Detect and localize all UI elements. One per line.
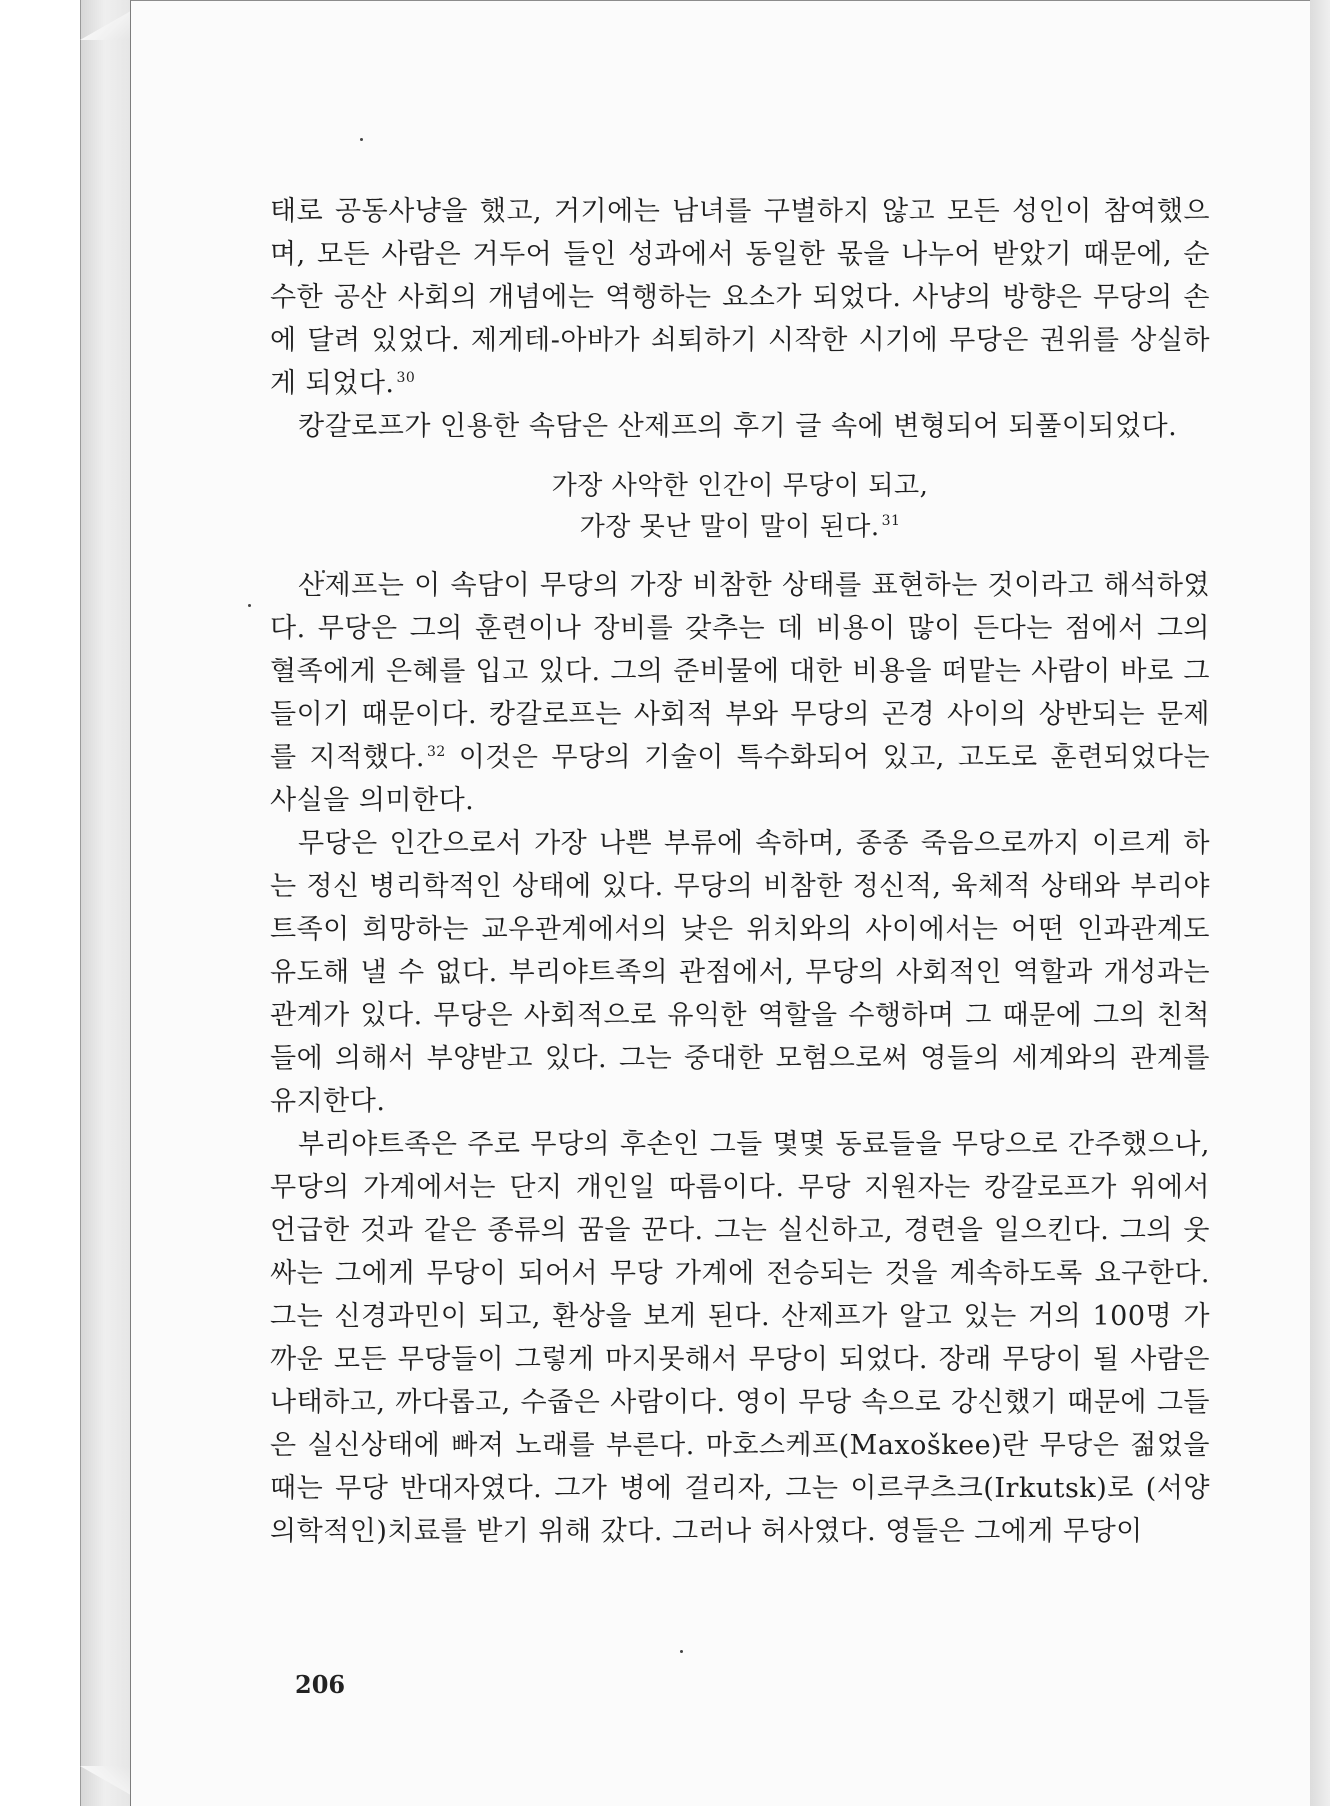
paragraph-5 [270, 1123, 1210, 1553]
paragraph-text: 부리야트족은 주로 무당의 후손인 그들 몇몇 동료들을 무당으로 간주했으나, 무당의 가계에서는 단지 개인일 따름이다. 무당 지원자는 캉갈로프가 위에서 언급한 것과 같은 종류의 꿈을 꾼다. 그는 실신하고, 경련을 일으킨다. 그의 웃싸는 그에게 무당이 되어서 무당 가계에 전승되는 것을 계속하도록 요구한다. 그는 신경과민이 되고, 환상을 보게 된다. 산제프가 알고 있는 거의 100명 가까운 모든 무당들이 그렇게 마지못해서 무당이 되었다. 장래 무당이 될 사람은 나태하고, 까다롭고, 수줍은 사람이다. 영이 무당 속으로 강신했기 때문에 그들은 실신상태에 빠져 노래를 부른다. 마호스케프(Maxoškee)란 무당은 젊었을 때는 무당 반대자였다. 그가 병에 걸리자, 그는 이르쿠츠크(Irkutsk)로 (서양 의학적인)치료를 받기 위해 갔다. 그러나 허사였다. 영들은 그에게 무당이 [270, 1129, 1210, 1547]
paragraph-3 [270, 564, 1210, 822]
speck [680, 1650, 683, 1653]
speck [248, 604, 251, 607]
paragraph-1 [270, 190, 1210, 405]
page-right-shadow [1310, 0, 1330, 1806]
footnote-ref-30: 30 [396, 370, 416, 386]
paragraph-text: 산제프는 이 속담이 무당의 가장 비참한 상태를 표현하는 것이라고 해석하였다. 무당은 그의 훈련이나 장비를 갖추는 데 비용이 많이 든다는 점에서 그의 혈족에게 은혜를 입고 있다. 그의 준비물에 대한 비용을 떠맡는 사람이 바로 그들이기 때문이다. 캉갈로프는 사회적 부와 무당의 곤경 사이의 상반되는 문제를 지적했다. [270, 570, 1210, 773]
paragraph-2 [270, 405, 1210, 448]
paragraph-text-continued: 이것은 무당의 기술이 특수화되어 있고, 고도로 훈련되었다는 사실을 의미한다. [270, 742, 1210, 816]
footnote-ref-32: 32 [426, 744, 446, 760]
paragraph-text: 무당은 인간으로서 가장 나쁜 부류에 속하며, 종종 죽음으로까지 이르게 하는 정신 병리학적인 상태에 있다. 무당의 비참한 정신적, 육체적 상태와 부리야트족이 희망하는 교우관계에서의 낮은 위치와의 사이에서는 어떤 인과관계도 유도해 낼 수 없다. 부리야트족의 관점에서, 무당의 사회적인 역할과 개성과는 관계가 있다. 무당은 사회적으로 유익한 역할을 수행하며 그 때문에 그의 친척들에 의해서 부양받고 있다. 그는 중대한 모험으로써 영들의 세계와의 관계를 유지한다. [270, 828, 1210, 1117]
quote-line-2-text: 가장 못난 말이 말이 된다. [579, 512, 880, 542]
paragraph-text: 태로 공동사냥을 했고, 거기에는 남녀를 구별하지 않고 모든 성인이 참여했으며, 모든 사람은 거두어 들인 성과에서 동일한 몫을 나누어 받았기 때문에, 순수한 공산 사회의 개념에는 역행하는 요소가 되었다. 사냥의 방향은 무당의 손에 달려 있었다. 제게테-아바가 쇠퇴하기 시작한 시기에 무당은 권위를 상실하게 되었다. [270, 196, 1210, 399]
paragraph-text: 캉갈로프가 인용한 속담은 산제프의 후기 글 속에 변형되어 되풀이되었다. [298, 411, 1178, 442]
quote-line-2 [270, 507, 1210, 548]
speck [360, 138, 363, 141]
proverb-quote [270, 466, 1210, 548]
page-number: 206 [295, 1670, 346, 1699]
quote-line-1: 가장 사악한 인간이 무당이 되고, [551, 471, 929, 501]
footnote-ref-31: 31 [881, 513, 901, 530]
page-content [270, 190, 1210, 1553]
paragraph-4 [270, 822, 1210, 1123]
